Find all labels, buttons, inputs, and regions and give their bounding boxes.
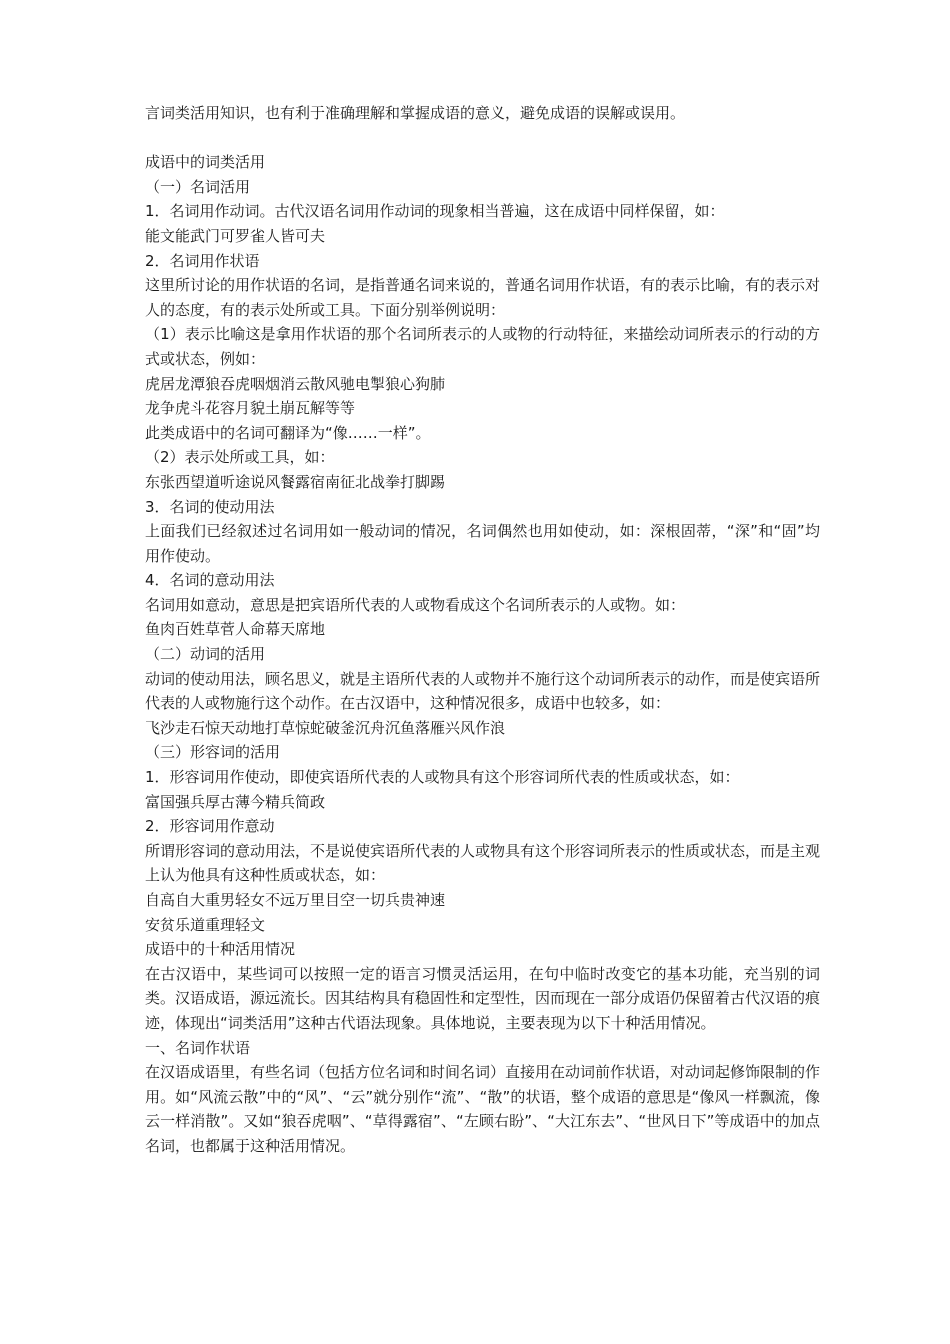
paragraph: 所谓形容词的意动用法，不是说使宾语所代表的人或物具有这个形容词所表示的性质或状态，而是主观上认为他具有这种性质或状态，如： <box>145 841 821 885</box>
paragraph: 上面我们已经叙述过名词用如一般动词的情况，名词偶然也用如使动，如：深根固蒂，“深”和“固”均用作使动。 <box>145 522 820 565</box>
subsection-heading: （一）名词活用 <box>145 177 251 196</box>
idiom-list: 虎居龙潭狼吞虎咽烟消云散风驰电掣狼心狗肺 <box>145 374 446 393</box>
idiom-list: 富国强兵厚古薄今精兵简政 <box>145 792 326 811</box>
paragraph: （2）表示处所或工具，如： <box>145 448 335 467</box>
item-heading: 2．形容词用作意动 <box>145 817 275 836</box>
idiom-list: 龙争虎斗花容月貌土崩瓦解等等 <box>145 399 356 418</box>
item-heading: 3．名词的使动用法 <box>145 497 275 516</box>
paragraph: （1）表示比喻这是拿用作状语的那个名词所表示的人或物的行动特征，来描绘动词所表示的行动的方式或状态，例如： <box>145 325 820 368</box>
idiom-list: 飞沙走石惊天动地打草惊蛇破釜沉舟沉鱼落雁兴风作浪 <box>145 718 506 737</box>
paragraph: 此类成语中的名词可翻译为“像……一样”。 <box>145 423 431 442</box>
section-heading: 成语中的十种活用情况 <box>145 940 296 959</box>
idiom-list: 鱼肉百姓草菅人命幕天席地 <box>145 620 326 639</box>
item-heading: 一、名词作状语 <box>145 1038 251 1057</box>
subsection-heading: （二）动词的活用 <box>145 645 266 664</box>
paragraph: 在古汉语中，某些词可以按照一定的语言习惯灵活运用，在句中临时改变它的基本功能，充当别的词类。汉语成语，源远流长。因其结构具有稳固性和定型性，因而现在一部分成语仍保留着古代汉语的痕迹，体现出“词类活用”这种古代语法现象。具体地说，主要表现为以下十种活用情况。 <box>145 964 821 1032</box>
paragraph: 1．形容词用作使动，即使宾语所代表的人或物具有这个形容词所代表的性质或状态，如： <box>145 768 740 787</box>
document-body <box>145 101 820 1159</box>
idiom-list: 自高自大重男轻女不远万里目空一切兵贵神速 <box>145 891 446 909</box>
item-heading: 4．名词的意动用法 <box>145 571 275 590</box>
paragraph: 名词用如意动，意思是把宾语所代表的人或物看成这个名词所表示的人或物。如： <box>145 595 686 614</box>
paragraph: 1．名词用作动词。古代汉语名词用作动词的现象相当普遍，这在成语中同样保留，如： <box>145 202 725 221</box>
paragraph: 这里所讨论的用作状语的名词，是指普通名词来说的，普通名词用作状语，有的表示比喻，有的表示对人的态度，有的表示处所或工具。下面分别举例说明： <box>145 276 821 319</box>
subsection-heading: （三）形容词的活用 <box>145 743 281 762</box>
blank-line <box>145 126 820 151</box>
item-heading: 2．名词用作状语 <box>145 251 260 270</box>
idiom-list: 安贫乐道重理轻文 <box>145 915 266 934</box>
paragraph: 动词的使动用法，顾名思义，就是主语所代表的人或物并不施行这个动词所表示的动作，而是使宾语所代表的人或物施行这个动作。在古汉语中，这种情况很多，成语中也较多，如： <box>145 669 821 713</box>
section-heading: 成语中的词类活用 <box>145 153 266 172</box>
paragraph: 言词类活用知识，也有利于准确理解和掌握成语的意义，避免成语的误解或误用。 <box>145 104 686 122</box>
idiom-list: 东张西望道听途说风餐露宿南征北战拳打脚踢 <box>145 472 446 491</box>
paragraph: 在汉语成语里，有些名词（包括方位名词和时间名词）直接用在动词前作状语，对动词起修饰限制的作用。如“风流云散”中的“风”、“云”就分别作“流”、“散”的状语，整个成语的意思是“像风一样飘流，像云一样消散”。又如“狼吞虎咽”、“草得露宿”、“左顾右盼”、“大江东去”、“世风日下”等成语中的加点名词，也都属于这种活用情况。 <box>145 1063 821 1155</box>
idiom-list: 能文能武门可罗雀人皆可夫 <box>145 226 326 245</box>
